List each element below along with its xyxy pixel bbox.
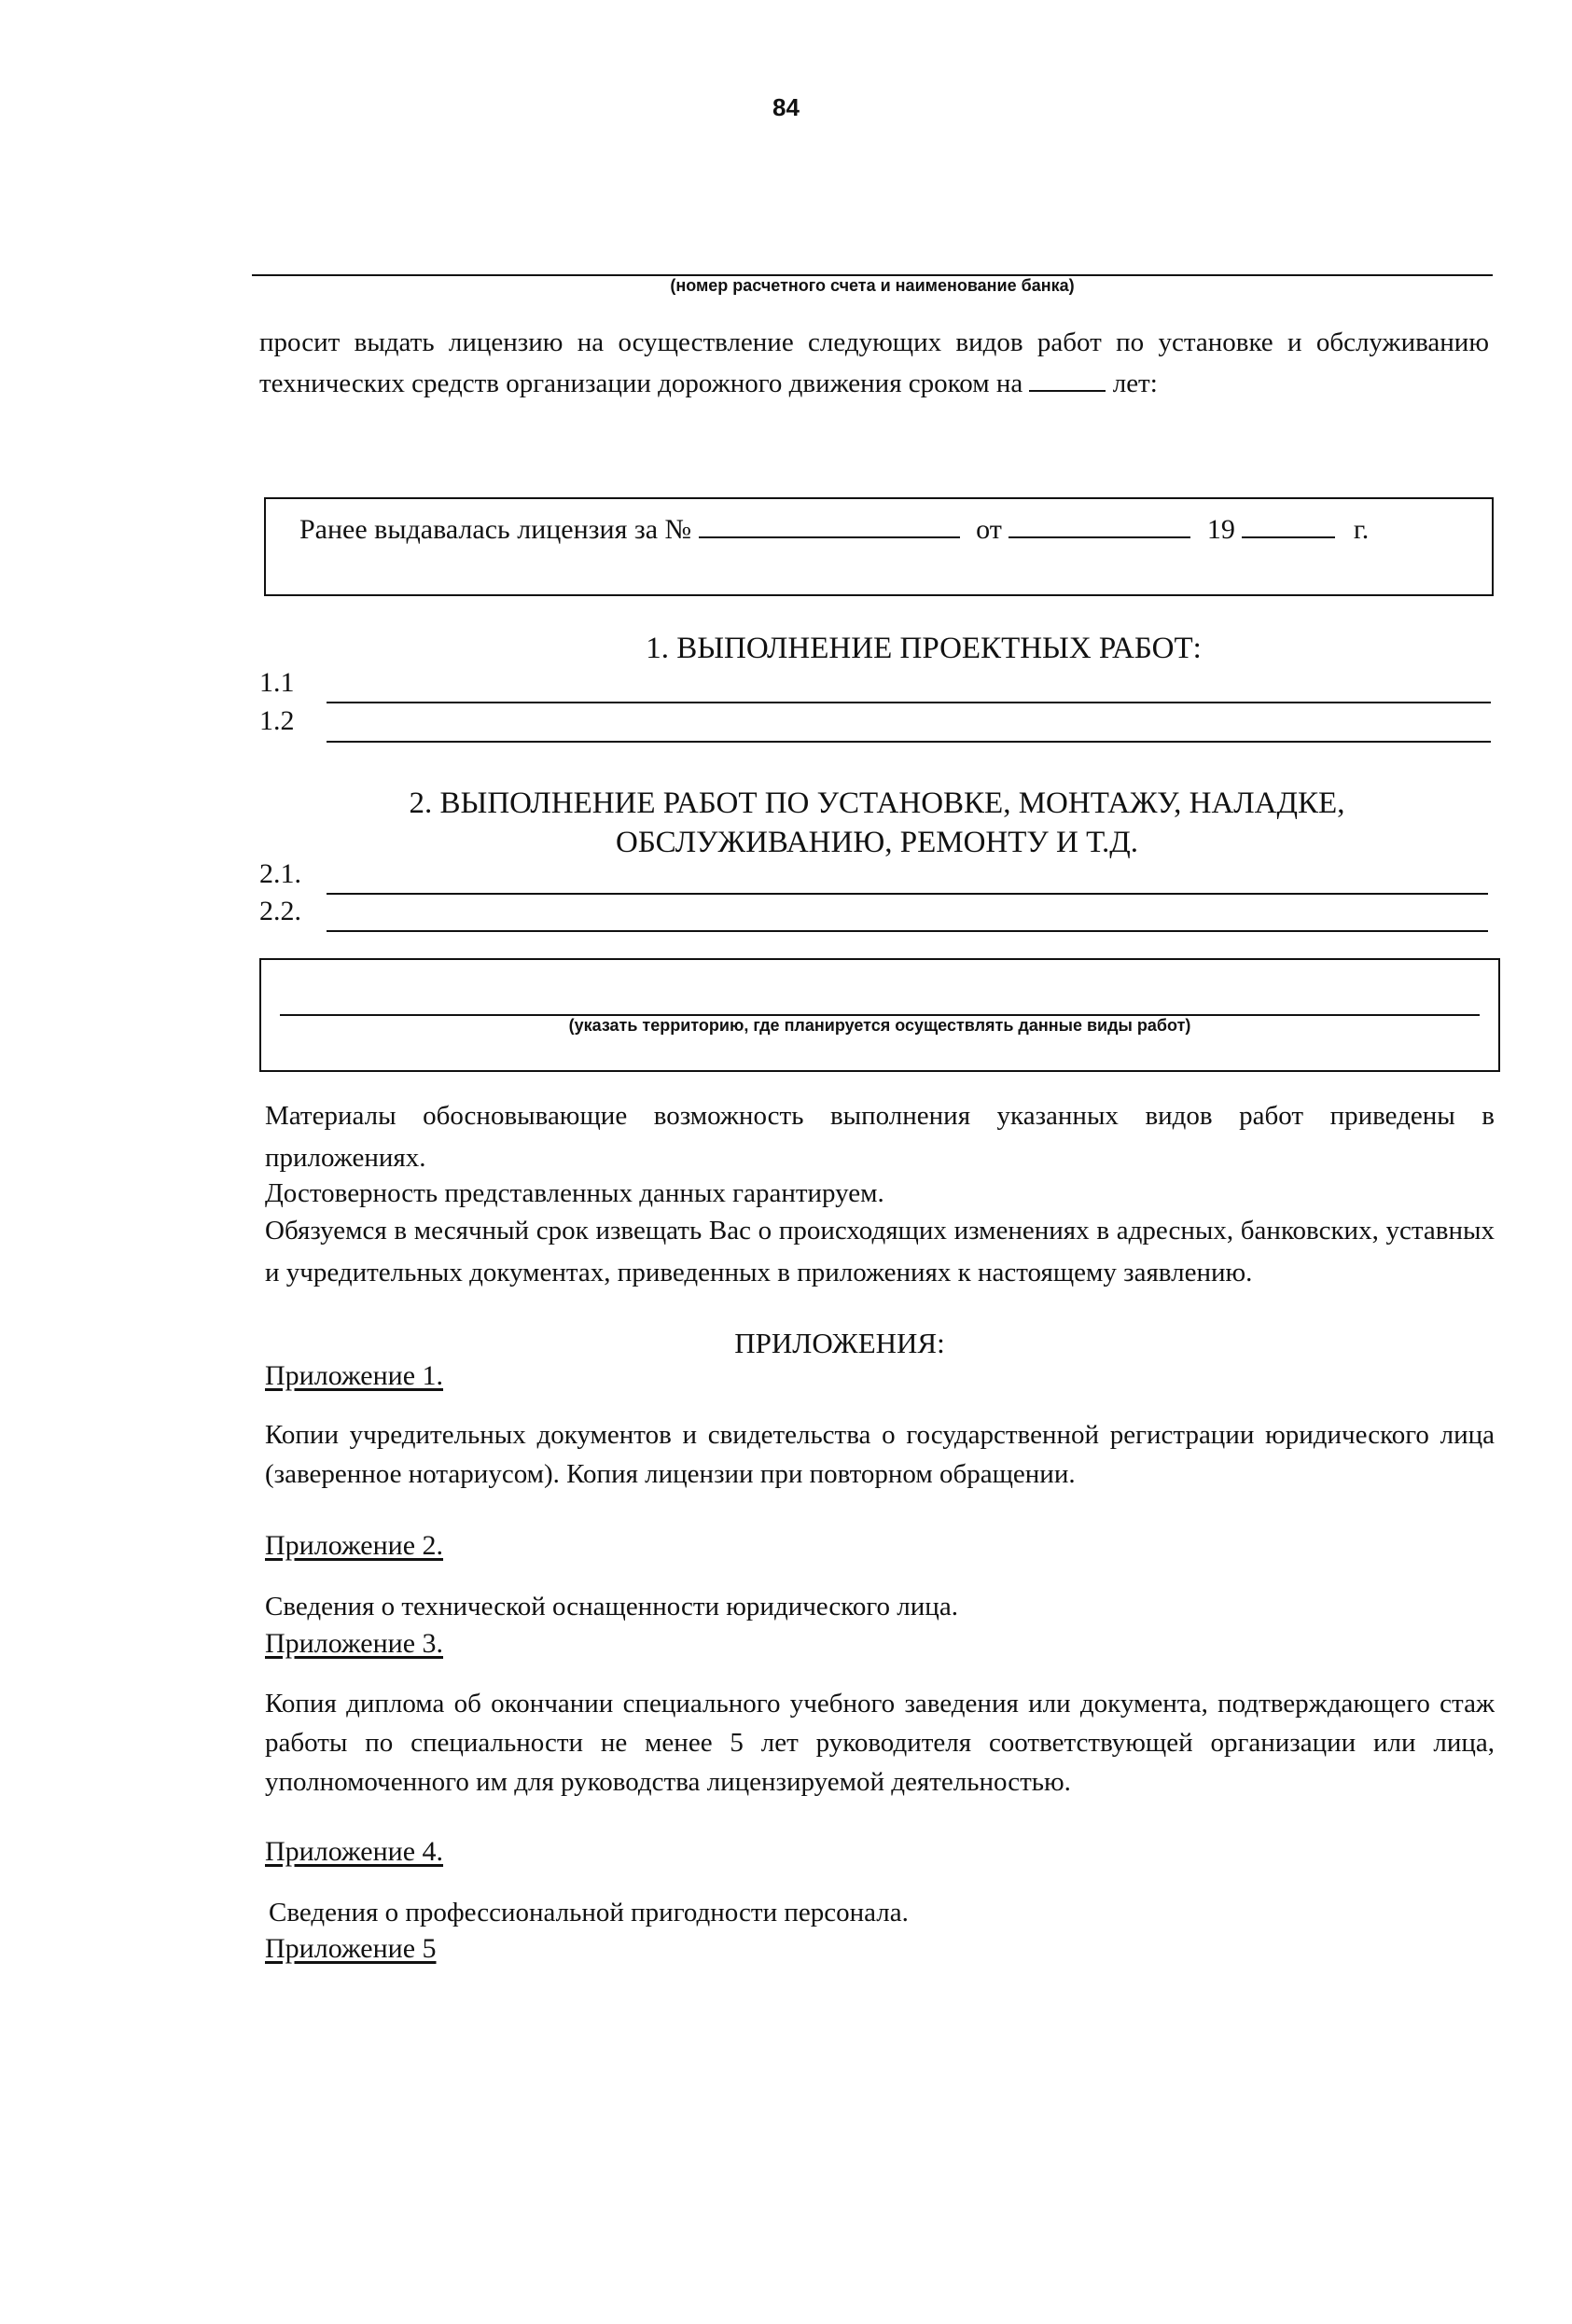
term-years-field[interactable]	[1029, 368, 1106, 392]
reliability-statement: Достоверность представленных данных гарантируем.	[265, 1178, 884, 1208]
territory-caption: (указать территорию, где планируется осуществлять данные виды работ)	[568, 1016, 1191, 1035]
appendix-1-text: Копии учредительных документов и свидетельства о государственной регистрации юридического лица (заверенное нотариусом). Копия лицензии при повторном обращении.	[265, 1420, 1495, 1489]
previous-license-box	[264, 497, 1494, 596]
appendix-3-link[interactable]: Приложение 3.	[265, 1628, 444, 1659]
materials-statement: Материалы обосновывающие возможность выполнения указанных видов работ приведены в приложениях.	[265, 1101, 1495, 1173]
appendices-title: ПРИЛОЖЕНИЯ:	[734, 1327, 945, 1359]
appendix-5-link[interactable]: Приложение 5	[265, 1933, 437, 1964]
previous-license-number-field[interactable]	[699, 514, 960, 538]
section1-item-1-line[interactable]	[327, 702, 1491, 703]
appendix-2-text: Сведения о технической оснащенности юридического лица.	[265, 1592, 958, 1621]
request-paragraph	[259, 322, 1489, 404]
bank-account-caption: (номер расчетного счета и наименование банка)	[670, 276, 1075, 295]
page-number: 84	[772, 93, 800, 121]
previous-license-year-label: 19	[1206, 514, 1235, 545]
previous-license-row	[299, 514, 1369, 546]
appendix-4-link[interactable]: Приложение 4.	[265, 1836, 444, 1867]
section2-item-1-label: 2.1.	[259, 858, 301, 889]
appendix-1-link[interactable]: Приложение 1.	[265, 1360, 444, 1391]
section2-item-2-label: 2.2.	[259, 896, 301, 926]
request-text: просит выдать лицензию на осуществление следующих видов работ по установке и обслуживанию технических средств организации дорожного движения сроком на	[259, 327, 1489, 398]
section2-item-2-line[interactable]	[327, 930, 1488, 932]
section2-title-line1: 2. ВЫПОЛНЕНИЕ РАБОТ ПО УСТАНОВКЕ, МОНТАЖУ, НАЛАДКЕ,	[409, 786, 1345, 820]
previous-license-date-field[interactable]	[1009, 514, 1190, 538]
previous-license-from-label: от	[976, 514, 1002, 545]
previous-license-label: Ранее выдавалась лицензия за №	[299, 514, 692, 545]
section2-item-1-line[interactable]	[327, 893, 1488, 895]
request-suffix: лет:	[1112, 369, 1158, 398]
section1-item-2-line[interactable]	[327, 741, 1491, 743]
appendix-4-text: Сведения о профессиональной пригодности персонала.	[269, 1898, 909, 1927]
section2-title-line2: ОБСЛУЖИВАНИЮ, РЕМОНТУ И Т.Д.	[616, 826, 1138, 859]
section1-item-2-label: 1.2	[259, 705, 295, 736]
section1-title: 1. ВЫПОЛНЕНИЕ ПРОЕКТНЫХ РАБОТ:	[646, 632, 1202, 665]
previous-license-year-suffix: г.	[1353, 514, 1370, 545]
appendix-3-text: Копия диплома об окончании специального учебного заведения или документа, подтверждающего стаж работы по специальности не менее 5 лет руководителя соответствующей организации или лица, уполномоченного им для руководства лицензируемой деятельностью.	[265, 1689, 1495, 1797]
obligation-statement: Обязуемся в месячный срок извещать Вас о происходящих изменениях в адресных, банковских, уставных и учредительных документах, приведенных в приложениях к настоящему заявлению.	[265, 1216, 1495, 1287]
previous-license-year-field[interactable]	[1242, 514, 1335, 538]
territory-box	[259, 958, 1500, 1072]
appendix-2-link[interactable]: Приложение 2.	[265, 1530, 444, 1561]
section1-item-1-label: 1.1	[259, 667, 295, 698]
